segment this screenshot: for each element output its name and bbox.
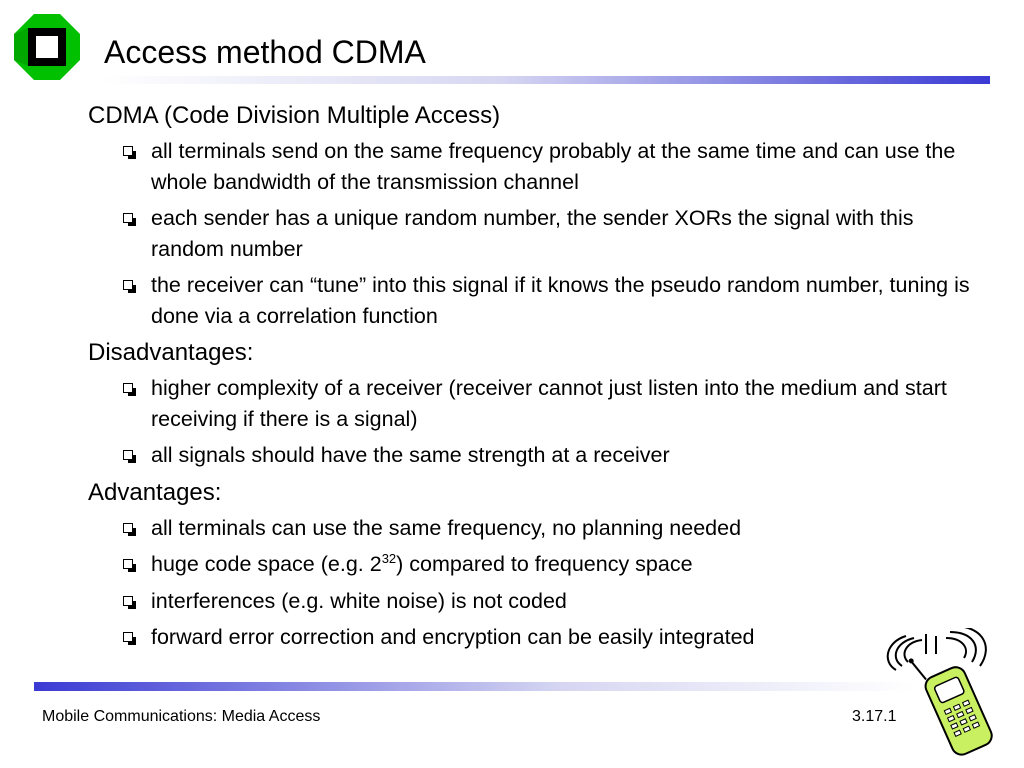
list-item: interferences (e.g. white noise) is not coded <box>151 586 988 617</box>
square-bullet-icon <box>123 280 133 290</box>
list-item: all terminals send on the same frequency probably at the same time and can use the whole bandwidth of the transmission channel <box>151 136 988 197</box>
section-heading: Disadvantages: <box>88 339 254 366</box>
list-item: all terminals can use the same frequency, no planning needed <box>151 513 988 544</box>
square-bullet-icon <box>123 146 133 156</box>
list-item: forward error correction and encryption can be easily integrated <box>151 622 988 653</box>
slide-content <box>88 100 988 659</box>
footer-bar <box>34 682 914 691</box>
page-title: Access method CDMA <box>104 34 426 70</box>
title-underline-bar <box>104 76 990 84</box>
list-item: all signals should have the same strength at a receiver <box>151 440 988 471</box>
university-logo-icon <box>14 14 80 80</box>
section-cdma <box>88 100 988 331</box>
bullet-list <box>88 136 988 331</box>
list-item: higher complexity of a receiver (receiver cannot just listen into the medium and start receiving if there is a signal) <box>151 373 988 434</box>
square-bullet-icon <box>123 596 133 606</box>
footer-course-title: Mobile Communications: Media Access <box>42 708 321 725</box>
bullet-list <box>88 373 988 471</box>
list-item: huge code space (e.g. $2^{32}$) compared to frequency space <box>151 549 988 580</box>
slide-number: 3.17.1 <box>852 708 897 725</box>
section-heading: CDMA (Code Division Multiple Access) <box>88 102 501 129</box>
list-item: the receiver can “tune” into this signal if it knows the pseudo random number, tuning is done via a correlation function <box>151 270 988 331</box>
square-bullet-icon <box>123 383 133 393</box>
section-advantages <box>88 477 988 653</box>
square-bullet-icon <box>123 450 133 460</box>
section-disadvantages <box>88 337 988 471</box>
square-bullet-icon <box>123 632 133 642</box>
bullet-list <box>88 513 988 653</box>
section-heading: Advantages: <box>88 478 222 506</box>
mobile-phone-icon <box>884 628 1010 758</box>
square-bullet-icon <box>123 559 133 569</box>
list-item: each sender has a unique random number, the sender XORs the signal with this random number <box>151 203 988 264</box>
square-bullet-icon <box>123 213 133 223</box>
square-bullet-icon <box>123 523 133 533</box>
